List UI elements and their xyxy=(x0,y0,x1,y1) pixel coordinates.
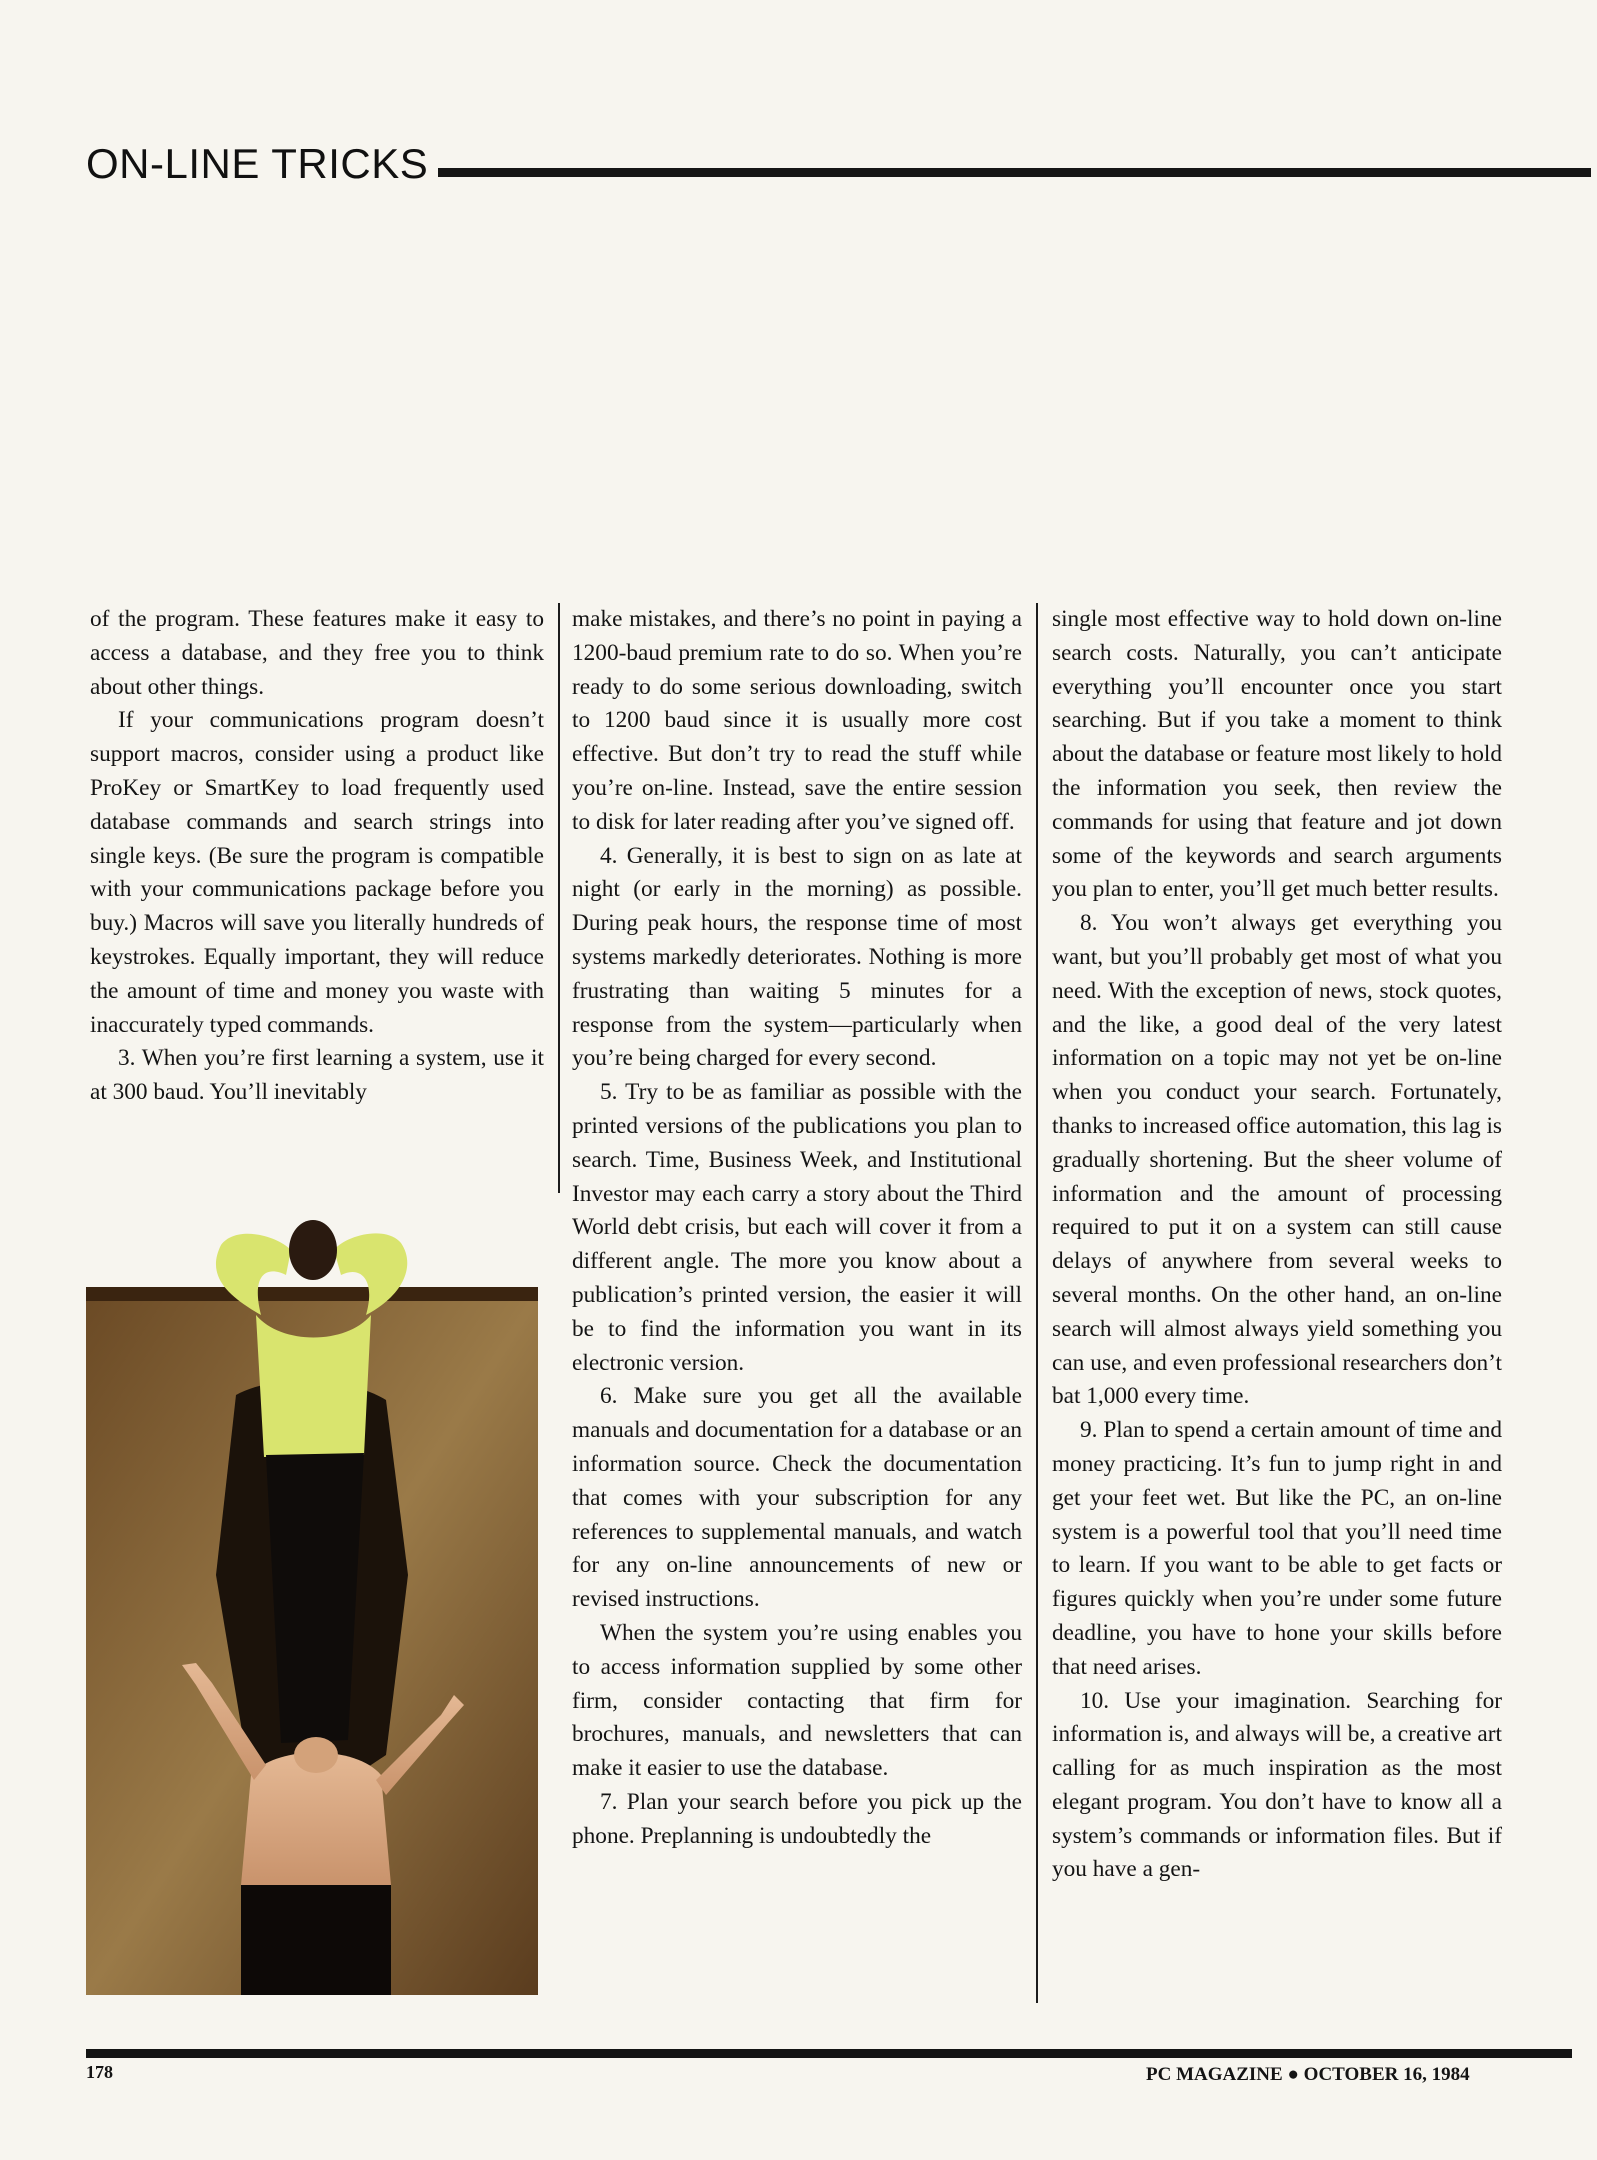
paragraph: 3. When you’re first learning a system, use it at 300 baud. You’ll inevitably xyxy=(90,1045,544,1106)
section-header xyxy=(86,140,1591,190)
section-title: ON-LINE TRICKS xyxy=(86,140,429,187)
lower-man-head xyxy=(294,1737,338,1773)
illustration xyxy=(86,1195,538,1995)
paragraph: 7. Plan your search before you pick up the phone. Preplanning is undoubtedly the xyxy=(572,1788,1022,1849)
wall-top-edge xyxy=(86,1287,538,1301)
paragraph: 9. Plan to spend a certain amount of time and money practicing. It’s fun to jump right in and get your feet wet. But like the PC, an on-line system is a powerful tool that you’ll need time to learn. If you want to be able to get facts or figures quickly when you’re under some future deadline, you have to hone your skills before that need arises. xyxy=(1052,1417,1502,1680)
column-right xyxy=(1052,603,1502,1995)
paragraph: 6. Make sure you get all the available manuals and documentation for a database or an information source. Check the documentation that comes with your subscription for any references to supplemental manuals, and watch for any on-line announcements of new or revised instructions. xyxy=(572,1383,1022,1613)
column-divider xyxy=(1036,603,1038,2003)
title-rule xyxy=(438,168,1591,177)
paragraph: 8. You won’t always get everything you want, but you’ll probably get most of what you need. With the exception of news, stock quotes, and the like, a good deal of the very latest information on a topic may not yet be on-line when you conduct your search. Fortunately, thanks to increased office automation, this lag is gradually shortening. But the sheer volume of information and the amount of processing required to put it on a system can still cause delays of anywhere from several weeks to several months. On the other hand, an on-line search will almost always yield something you can use, and even professional researchers don’t bat 1,000 every time. xyxy=(1052,910,1502,1410)
page-number: 178 xyxy=(86,2062,113,2082)
paragraph: of the program. These features make it easy to access a database, and they free you to think about other things. xyxy=(90,606,544,700)
paragraph: When the system you’re using enables you to access information supplied by some other firm, consider contacting that firm for brochures, manuals, and newsletters that can make it easier to use the database. xyxy=(572,1619,1022,1782)
column-divider xyxy=(558,603,560,1193)
footer-rule xyxy=(86,2049,1572,2058)
upper-man-trousers xyxy=(266,1453,364,1743)
paragraph: 5. Try to be as familiar as possible with the printed versions of the publications you plan to search. Time, Business Week, and Institutional Investor may each carry a story about the Third World debt crisis, but each will cover it from a different angle. The more you know about a publication’s printed version, the easier it will be to find the information you want in its electronic version. xyxy=(572,1079,1022,1376)
paragraph: 10. Use your imagination. Searching for information is, and always will be, a creative art calling for as much inspiration as the most elegant program. You don’t have to know all a system’s commands or information files. But if you have a gen- xyxy=(1052,1687,1502,1883)
paragraph: 4. Generally, it is best to sign on as late at night (or early in the morning) as possible. During peak hours, the response time of most systems markedly deteriorates. Nothing is more frustrating than waiting 5 minutes for a response from the system—particularly when you’re being charged for every second. xyxy=(572,842,1022,1072)
paragraph: single most effective way to hold down on-line search costs. Naturally, you can’t anticipate everything you’ll encounter once you start searching. But if you take a moment to think about the database or feature most likely to hold the information you seek, then review the commands for using that feature and jot down some of the keywords and search arguments you plan to enter, you’ll get much better results. xyxy=(1052,606,1502,903)
paragraph: If your communications program doesn’t support macros, consider using a product like ProKey or SmartKey to load frequently used database commands and search strings into single keys. (Be sure the program is compatible with your communications package before you buy.) Macros will save you literally hundreds of keystrokes. Equally important, they will reduce the amount of time and money you waste with inaccurately typed commands. xyxy=(90,707,544,1038)
lower-man-trousers xyxy=(241,1885,391,1995)
paragraph: make mistakes, and there’s no point in paying a 1200-baud premium rate to do so. When you’re ready to do some serious downloading, switch to 1200 baud since it is usually more cost effective. But don’t try to read the stuff while you’re on-line. Instead, save the entire session to disk for later reading after you’ve signed off. xyxy=(572,606,1022,835)
column-middle xyxy=(572,603,1022,1995)
footer-credit: PC MAGAZINE ● OCTOBER 16, 1984 xyxy=(1146,2064,1470,2085)
upper-man-head xyxy=(289,1220,337,1280)
